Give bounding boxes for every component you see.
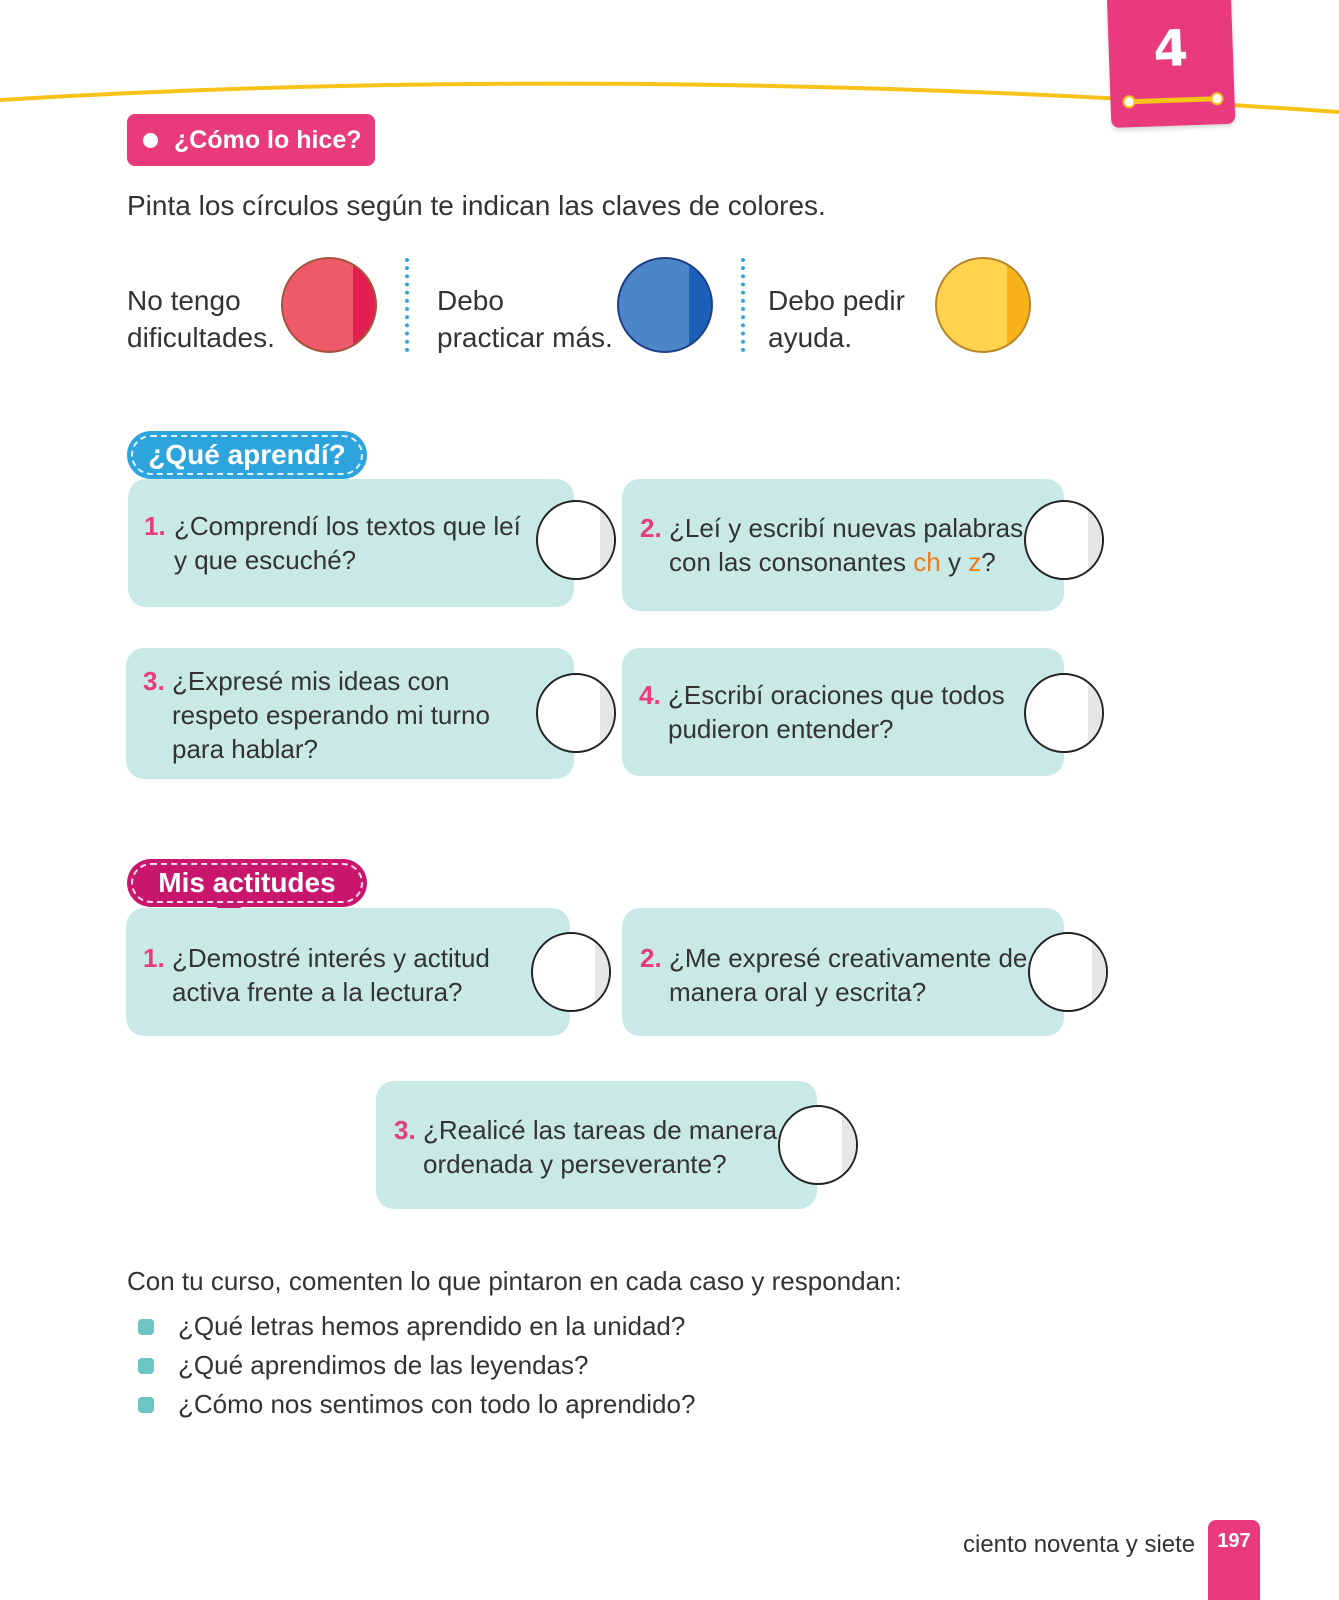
question-text-line1: ¿Leí y escribí nuevas palabras xyxy=(669,513,1024,543)
highlight-z: z xyxy=(968,547,982,577)
discussion-question xyxy=(138,1311,685,1342)
color-key-2 xyxy=(437,282,613,356)
paint-circle-edge xyxy=(842,1107,856,1183)
question-text-line2 xyxy=(669,545,996,579)
paint-circle[interactable] xyxy=(531,932,611,1012)
question-text-line2: manera oral y escrita? xyxy=(669,977,927,1007)
question-number: 1. xyxy=(144,511,166,541)
paint-circle[interactable] xyxy=(1024,500,1104,580)
que-aprendi-card-1 xyxy=(128,479,574,607)
unit-tab xyxy=(1107,0,1235,128)
question-text-line2: y que escuché? xyxy=(174,545,357,575)
discussion-question xyxy=(138,1389,695,1420)
bullet-icon xyxy=(138,1358,154,1374)
mis-actitudes-card-2 xyxy=(622,908,1064,1036)
que-aprendi-label: ¿Qué aprendí? xyxy=(148,439,346,470)
question-text-line1: ¿Me expresé creativamente de xyxy=(669,943,1028,973)
paint-circle[interactable] xyxy=(1024,673,1104,753)
question-text-part: ? xyxy=(981,547,996,577)
instruction-text: Pinta los círculos según te indican las claves de colores. xyxy=(127,190,826,221)
question-text-line2: respeto esperando mi turno xyxy=(172,700,490,730)
color-key-1-line2: dificultades. xyxy=(127,322,275,353)
question-number: 2. xyxy=(640,513,662,543)
section-header xyxy=(127,114,375,166)
divider xyxy=(405,258,409,352)
question-number: 2. xyxy=(640,943,662,973)
blue-circle-shade xyxy=(689,259,711,351)
color-key-1-line1: No tengo xyxy=(127,285,241,316)
bullet-icon xyxy=(138,1397,154,1413)
question-number: 1. xyxy=(143,943,165,973)
paint-circle[interactable] xyxy=(1028,932,1108,1012)
paint-circle-edge xyxy=(1088,502,1102,578)
question-text-line1: ¿Demostré interés y actitud xyxy=(172,943,490,973)
page-number-tab xyxy=(1208,1520,1260,1600)
question-text-part: con las consonantes xyxy=(669,547,914,577)
unit-tab-dot-left xyxy=(1122,95,1135,108)
discussion-question-text: ¿Qué letras hemos aprendido en la unidad? xyxy=(178,1311,686,1341)
question-text-line2: activa frente a la lectura? xyxy=(172,977,463,1007)
question-text-line2: ordenada y perseverante? xyxy=(423,1149,727,1179)
paint-circle[interactable] xyxy=(536,673,616,753)
question-text-line1: ¿Escribí oraciones que todos xyxy=(668,680,1005,710)
color-key-3-line2: ayuda. xyxy=(768,322,853,353)
discussion-question xyxy=(138,1350,588,1381)
unit-tab-dot-right xyxy=(1210,92,1223,105)
color-key-2-line2: practicar más. xyxy=(437,322,613,353)
color-key-3 xyxy=(768,282,905,356)
que-aprendi-card-3 xyxy=(126,648,574,779)
paint-circle-edge xyxy=(1092,934,1106,1010)
red-circle-shade xyxy=(353,259,375,351)
divider xyxy=(741,258,745,352)
color-key-3-line1: Debo pedir xyxy=(768,285,905,316)
blue-circle-icon xyxy=(617,257,713,353)
mis-actitudes-tag xyxy=(127,859,367,907)
paint-circle[interactable] xyxy=(536,500,616,580)
highlight-ch: ch xyxy=(913,547,941,577)
question-text-line1: ¿Comprendí los textos que leí xyxy=(174,511,521,541)
question-text-line2: pudieron entender? xyxy=(668,714,894,744)
yellow-circle-icon xyxy=(935,257,1031,353)
question-number: 3. xyxy=(143,666,165,696)
red-circle-icon xyxy=(281,257,377,353)
question-text-part: y xyxy=(940,547,969,577)
color-key-1 xyxy=(127,282,275,356)
question-number: 4. xyxy=(639,680,661,710)
que-aprendi-card-2 xyxy=(622,479,1064,611)
question-number: 3. xyxy=(394,1115,416,1145)
color-key-2-line1: Debo xyxy=(437,285,504,316)
paint-circle-edge xyxy=(595,934,609,1010)
unit-tab-bar xyxy=(1126,96,1218,104)
question-text-line1: ¿Expresé mis ideas con xyxy=(172,666,450,696)
paint-circle-edge xyxy=(600,675,614,751)
que-aprendi-card-4 xyxy=(622,648,1064,776)
discussion-question-text: ¿Cómo nos sentimos con todo lo aprendido? xyxy=(178,1389,696,1419)
section-bullet-icon xyxy=(143,133,158,148)
paint-circle[interactable] xyxy=(778,1105,858,1185)
mis-actitudes-card-1 xyxy=(126,908,570,1036)
mis-actitudes-card-3 xyxy=(376,1081,817,1209)
question-text-line1: ¿Realicé las tareas de manera xyxy=(423,1115,778,1145)
paint-circle-edge xyxy=(1088,675,1102,751)
mis-actitudes-label: Mis actitudes xyxy=(158,867,336,898)
yellow-circle-shade xyxy=(1007,259,1029,351)
paint-circle-edge xyxy=(600,502,614,578)
discussion-intro: Con tu curso, comenten lo que pintaron en cada caso y respondan: xyxy=(127,1266,902,1296)
page-number-words: ciento noventa y siete xyxy=(963,1531,1196,1558)
unit-number: 4 xyxy=(1152,19,1190,79)
section-header-label: ¿Cómo lo hice? xyxy=(174,125,362,154)
discussion-question-text: ¿Qué aprendimos de las leyendas? xyxy=(178,1350,589,1380)
question-text-line3: para hablar? xyxy=(172,734,318,764)
que-aprendi-tag xyxy=(127,431,367,479)
page-number: 197 xyxy=(1217,1530,1251,1552)
bullet-icon xyxy=(138,1319,154,1335)
